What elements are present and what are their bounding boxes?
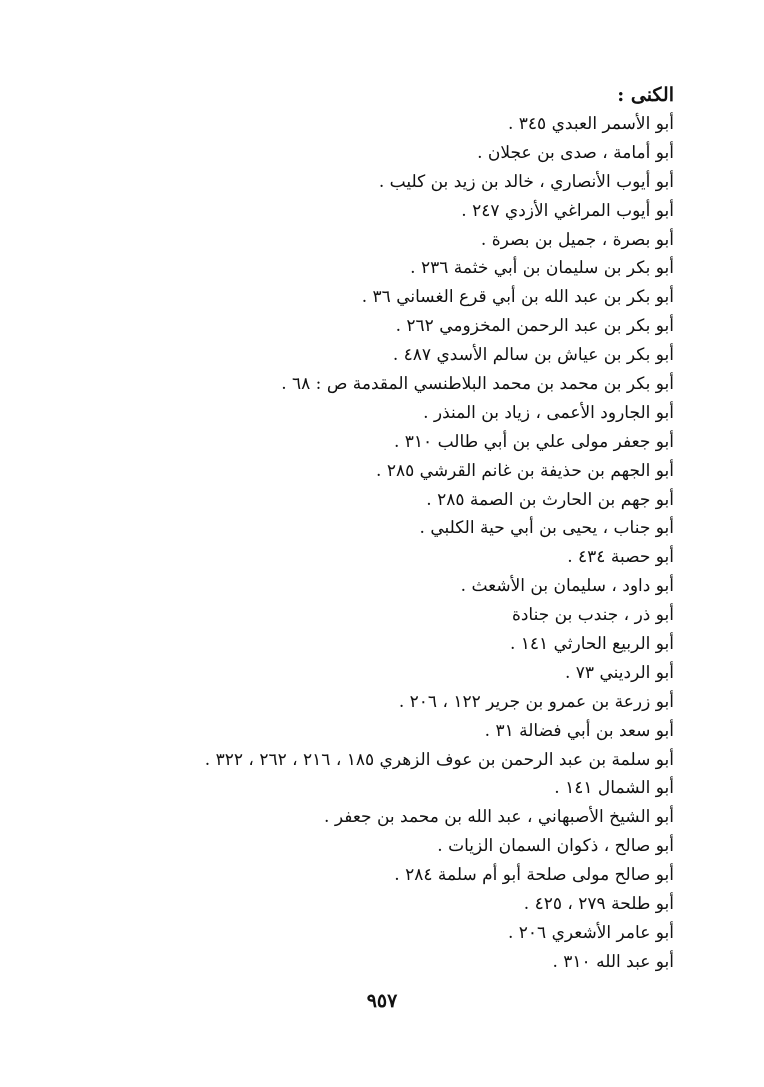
index-entry: أبو جهم بن الحارث بن الصمة ٢٨٥ . <box>426 489 674 510</box>
section-heading: الكنى : <box>617 84 674 106</box>
index-entry: أبو بكر بن عياش بن سالم الأسدي ٤٨٧ . <box>392 345 674 366</box>
index-entry: أبو الربيع الحارثي ١٤١ . <box>509 634 674 655</box>
index-entry: أبو بكر بن محمد بن محمد البلاطنسي المقدمة ص : ٦٨ . <box>281 374 674 395</box>
index-entry: أبو جناب ، يحيى بن أبي حية الكلبي . <box>419 518 674 539</box>
page-number: ٩٥٧ <box>366 990 398 1012</box>
index-entry: أبو الرديني ٧٣ . <box>564 662 674 683</box>
index-entry: أبو سلمة بن عبد الرحمن بن عوف الزهري ١٨٥ ، ٢١٦ ، ٢٦٢ ، ٣٢٢ . <box>204 749 674 770</box>
index-entry: أبو أمامة ، صدى بن عجلان . <box>477 142 674 163</box>
index-entry: أبو جعفر مولى علي بن أبي طالب ٣١٠ . <box>393 431 674 452</box>
index-entry: أبو عبد الله ٣١٠ . <box>552 951 674 972</box>
index-entry: أبو زرعة بن عمرو بن جرير ١٢٢ ، ٢٠٦ . <box>398 691 674 712</box>
index-entry: أبو بصرة ، جميل بن بصرة . <box>480 229 674 250</box>
index-entry: أبو صالح مولى صلحة أبو أم سلمة ٢٨٤ . <box>394 865 674 886</box>
index-entry: أبو أيوب الأنصاري ، خالد بن زيد بن كليب . <box>378 171 674 192</box>
index-section <box>114 80 674 977</box>
index-entry: أبو بكر بن عبد الرحمن المخزومي ٢٦٢ . <box>395 316 674 337</box>
index-entry: أبو سعد بن أبي فضالة ٣١ . <box>484 720 674 741</box>
index-entry: أبو الشمال ١٤١ . <box>554 778 674 799</box>
index-entry: أبو بكر بن عبد الله بن أبي قرع الغساني ٣٦ . <box>361 287 674 308</box>
index-entry: أبو الأسمر العبدي ٣٤٥ . <box>507 114 674 134</box>
index-entry: أبو حصبة ٤٣٤ . <box>567 547 674 568</box>
index-entry: أبو عامر الأشعري ٢٠٦ . <box>507 922 674 943</box>
index-entry: أبو داود ، سليمان بن الأشعث . <box>460 576 674 597</box>
index-entry: أبو طلحة ٢٧٩ ، ٤٢٥ . <box>523 894 674 915</box>
index-entry: أبو أيوب المراغي الأزدي ٢٤٧ . <box>461 200 674 221</box>
index-entry: أبو الجهم بن حذيفة بن غانم القرشي ٢٨٥ . <box>376 460 674 481</box>
index-entry: أبو ذر ، جندب بن جنادة <box>511 605 674 626</box>
index-entry: أبو صالح ، ذكوان السمان الزيات . <box>437 836 674 857</box>
index-entry: أبو الجارود الأعمى ، زياد بن المنذر . <box>423 402 674 423</box>
kunya-list <box>114 110 674 977</box>
index-entry: أبو بكر بن سليمان بن أبي خثمة ٢٣٦ . <box>410 258 674 279</box>
index-entry: أبو الشيخ الأصبهاني ، عبد الله بن محمد بن جعفر . <box>324 807 674 828</box>
